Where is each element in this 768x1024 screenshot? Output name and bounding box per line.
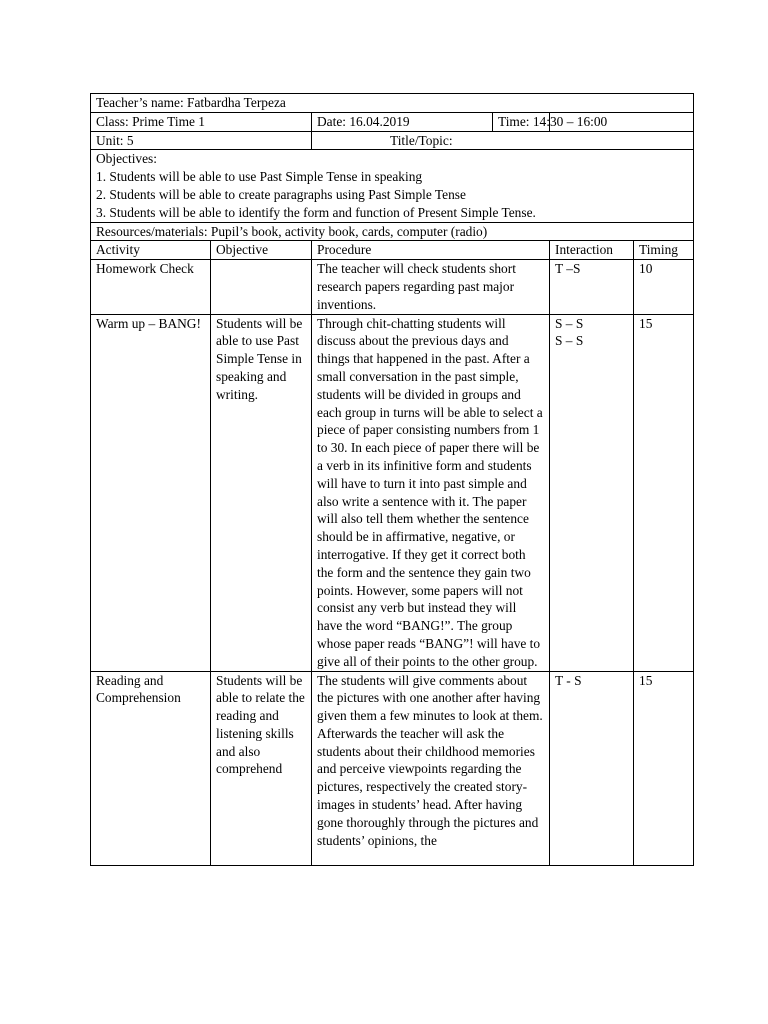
lesson-plan-table	[90, 93, 694, 866]
column-header: Timing	[634, 241, 694, 260]
activity-cell: Homework Check	[91, 260, 211, 314]
timing-cell: 10	[634, 260, 694, 314]
column-header: Interaction	[550, 241, 634, 260]
objectives-cell	[91, 150, 694, 222]
objective-item: 2. Students will be able to create paragraphs using Past Simple Tense	[96, 186, 466, 202]
interaction-cell	[550, 671, 634, 865]
timing-cell: 15	[634, 314, 694, 671]
resources-row	[91, 222, 694, 241]
column-header: Procedure	[312, 241, 550, 260]
unit-topic-row	[91, 131, 694, 150]
activity-text: Reading and Comprehension	[96, 672, 181, 706]
procedure-cell	[312, 671, 550, 865]
date-cell	[312, 112, 608, 131]
activity-cell: Warm up – BANG!	[91, 314, 211, 671]
objective-cell	[211, 260, 312, 314]
interaction-cell	[550, 260, 634, 314]
procedure-cell: Through chit-chatting students will discuss about the previous days and things that happened in the past. After a small conversation in the past simple, students will be divided in groups and each group in turns will be able to select a piece of paper consisting numbers from 1 to 30. In each piece of paper there will be a verb in its infinitive form and students will have to turn it into past simple and also write a sentence with it. The paper will also tell them whether the sentence should be in affirmative, negative, or interrogative. If they get it correct both the form and the sentence they gain two points. However, some papers will not consist any verb but instead they will have the word “BANG!”. The group whose paper reads “BANG”! will have to give all of their points to the other group.	[312, 314, 550, 671]
objective-text: Students will be able to relate the reading and listening skills and also comprehend	[216, 672, 305, 777]
interaction-value: S – S	[555, 333, 584, 349]
table-row	[91, 260, 694, 314]
activity-cell	[91, 671, 211, 865]
objectives-heading: Objectives:	[96, 151, 157, 167]
time-value: Time: 14:30 – 16:00	[492, 113, 607, 131]
timing-cell	[634, 671, 694, 865]
resources-cell: Resources/materials: Pupil’s book, activity book, cards, computer (radio)	[91, 222, 694, 241]
column-header-row	[91, 241, 694, 260]
interaction-wrap	[555, 672, 628, 865]
interaction-value: S – S	[555, 315, 584, 331]
interaction-cell	[550, 314, 634, 671]
objectives-row	[91, 150, 694, 222]
objective-cell: Students will be able to use Past Simple Tense in speaking and writing.	[211, 314, 312, 671]
procedure-cell: The teacher will check students short research papers regarding past major inventions.	[312, 260, 550, 314]
topic-cell	[312, 131, 694, 150]
interaction-value: T –S	[555, 261, 581, 277]
timing-text: 15	[639, 672, 653, 688]
objective-cell	[211, 671, 312, 865]
table-row	[91, 314, 694, 671]
column-header: Activity	[91, 241, 211, 260]
class-cell: Class: Prime Time 1	[91, 112, 312, 131]
column-header: Objective	[211, 241, 312, 260]
class-date-time-row	[91, 112, 694, 131]
objective-item: 1. Students will be able to use Past Simple Tense in speaking	[96, 169, 423, 185]
teacher-name: Teacher’s name: Fatbardha Terpeza	[91, 94, 694, 113]
topic-label: Title/Topic:	[390, 132, 453, 148]
unit-cell: Unit: 5	[91, 131, 312, 150]
table-row	[91, 671, 694, 865]
interaction-value: T - S	[555, 672, 582, 688]
procedure-text: The students will give comments about the pictures with one another after having given them a few minutes to look at them. Afterwards the teacher will ask the students about their childhood memories and perceive viewpoints regarding the pictures, respectively the created story-images in students’ head. After having gone thoroughly through the pictures and students’ opinions, the	[317, 672, 543, 848]
teacher-row	[91, 94, 694, 113]
date-value: Date: 16.04.2019	[317, 113, 410, 129]
objective-item: 3. Students will be able to identify the form and function of Present Simple Tense.	[96, 204, 536, 220]
